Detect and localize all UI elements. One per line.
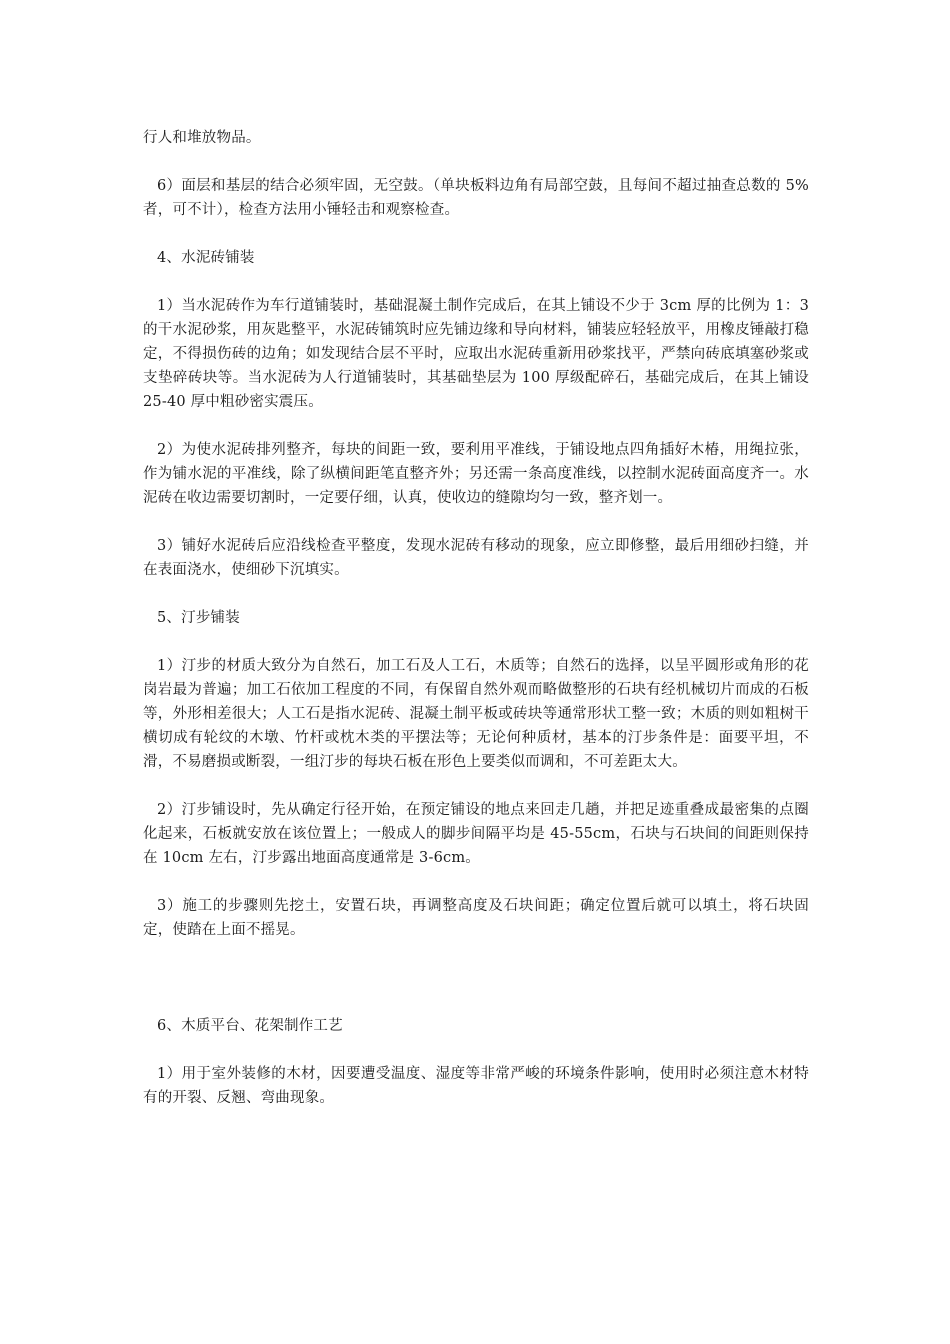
section-heading-5: 5、汀步铺装 — [157, 610, 240, 626]
document-body — [143, 126, 809, 1110]
paragraph-stepping-stone-2: 2）汀步铺设时，先从确定行径开始，在预定铺设的地点来回走几趟，并把足迹重叠成最密集的点圈化起来，石板就安放在该位置上；一般成人的脚步间隔平均是 45-55cm，石块与石块间的间距则保持在 10cm 左右，汀步露出地面高度通常是 3-6cm。 — [143, 802, 809, 866]
paragraph-cement-brick-1: 1）当水泥砖作为车行道铺装时，基础混凝土制作完成后，在其上铺设不少于 3cm 厚的比例为 1：3 的干水泥砂浆，用灰匙整平，水泥砖铺筑时应先铺边缘和导向材料，铺装应轻轻放平，用橡皮锤敲打稳定，不得损伤砖的边角；如发现结合层不平时，应取出水泥砖重新用砂浆找平，严禁向砖底填塞砂浆或支垫碎砖块等。当水泥砖为人行道铺装时，其基础垫层为 100 厚级配碎石，基础完成后，在其上铺设 25-40 厚中粗砂密实震压。 — [143, 298, 809, 410]
section-heading-6: 6、木质平台、花架制作工艺 — [157, 1018, 343, 1034]
paragraph-cement-brick-2: 2）为使水泥砖排列整齐，每块的间距一致，要利用平准线，于铺设地点四角插好木椿，用绳拉张，作为铺水泥的平准线，除了纵横间距笔直整齐外；另还需一条高度准线，以控制水泥砖面高度齐一。水泥砖在收边需要切割时，一定要仔细，认真，使收边的缝隙均匀一致，整齐划一。 — [143, 442, 809, 506]
paragraph-wood-platform-1: 1）用于室外装修的木材，因要遭受温度、湿度等非常严峻的环境条件影响，使用时必须注意木材特有的开裂、反翘、弯曲现象。 — [143, 1066, 809, 1106]
paragraph-stepping-stone-1: 1）汀步的材质大致分为自然石，加工石及人工石，木质等；自然石的选择，以呈平圆形或角形的花岗岩最为普遍；加工石依加工程度的不同，有保留自然外观而略做整形的石块有经机械切片而成的石板等，外形相差很大；人工石是指水泥砖、混凝土制平板或砖块等通常形状工整一致；木质的则如粗树干横切成有轮纹的木墩、竹杆或枕木类的平摆法等；无论何种质材，基本的汀步条件是：面要平坦，不滑，不易磨损或断裂，一组汀步的每块石板在形色上要类似而调和，不可差距太大。 — [143, 658, 809, 770]
paragraph-stepping-stone-3: 3）施工的步骤则先挖土，安置石块，再调整高度及石块间距；确定位置后就可以填土，将石块固定，使踏在上面不摇晃。 — [143, 898, 809, 938]
paragraph-item-6: 6）面层和基层的结合必须牢固，无空鼓。（单块板料边角有局部空鼓，且每间不超过抽查总数的 5%者，可不计），检查方法用小锤轻击和观察检查。 — [143, 178, 809, 218]
paragraph-cement-brick-3: 3）铺好水泥砖后应沿线检查平整度，发现水泥砖有移动的现象，应立即修整，最后用细砂扫缝，并在表面浇水，使细砂下沉填实。 — [143, 538, 809, 578]
paragraph-continuation: 行人和堆放物品。 — [143, 130, 261, 146]
section-heading-4: 4、水泥砖铺装 — [157, 250, 255, 266]
